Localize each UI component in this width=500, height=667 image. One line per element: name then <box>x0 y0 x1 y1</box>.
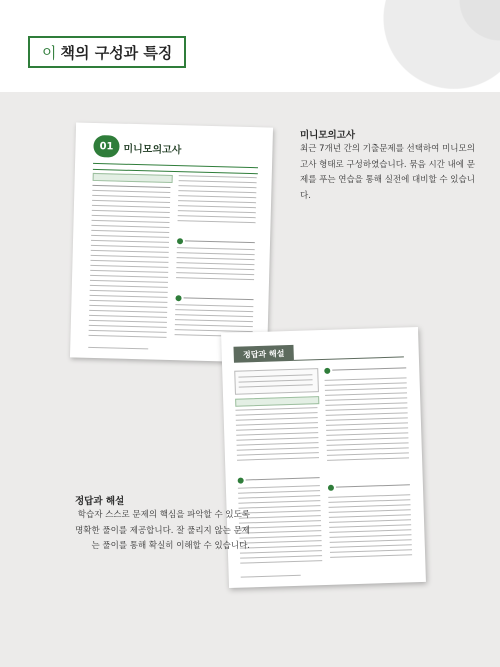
question-number-mark <box>177 238 183 244</box>
section-title-box <box>28 36 186 68</box>
answer-explanation-heading: 정답과 해설 <box>75 496 125 507</box>
page-header <box>93 135 259 163</box>
section-title: 책의 구성과 특징 <box>60 43 173 62</box>
page-thumbnail-title: 미니모의고사 <box>123 143 182 157</box>
mini-mock-exam-page-thumbnail <box>70 122 273 362</box>
answer-explanation-description: 학습자 스스로 문제의 핵심을 파악할 수 있도록 명확한 풀이를 제공합니다. 잘 풀리지 않는 문제는 풀이를 통해 확실히 이해할 수 있습니다. <box>75 510 250 551</box>
question-number-mark <box>324 368 330 374</box>
page-header-rule <box>294 356 404 360</box>
page-badge: 01 <box>93 135 120 158</box>
explanation-label-box <box>235 396 319 407</box>
mini-mock-exam-description: 최근 7개년 간의 기출문제를 선택하여 미니모의고사 형태로 구성하였습니다. 묶음 시간 내에 문제를 푸는 연습을 통해 실전에 대비할 수 있습니다. <box>300 144 475 201</box>
question-number-mark <box>328 485 334 491</box>
section-number: 이 <box>42 43 57 62</box>
question-label-box <box>93 173 173 183</box>
page-header-rule <box>93 163 258 174</box>
mini-mock-exam-heading: 미니모의고사 <box>300 130 356 141</box>
page-thumbnail-title: 정답과 해설 <box>233 345 293 363</box>
question-number-mark <box>238 478 244 484</box>
answer-explanation-page-thumbnail <box>221 327 426 588</box>
question-number-mark <box>175 295 181 301</box>
